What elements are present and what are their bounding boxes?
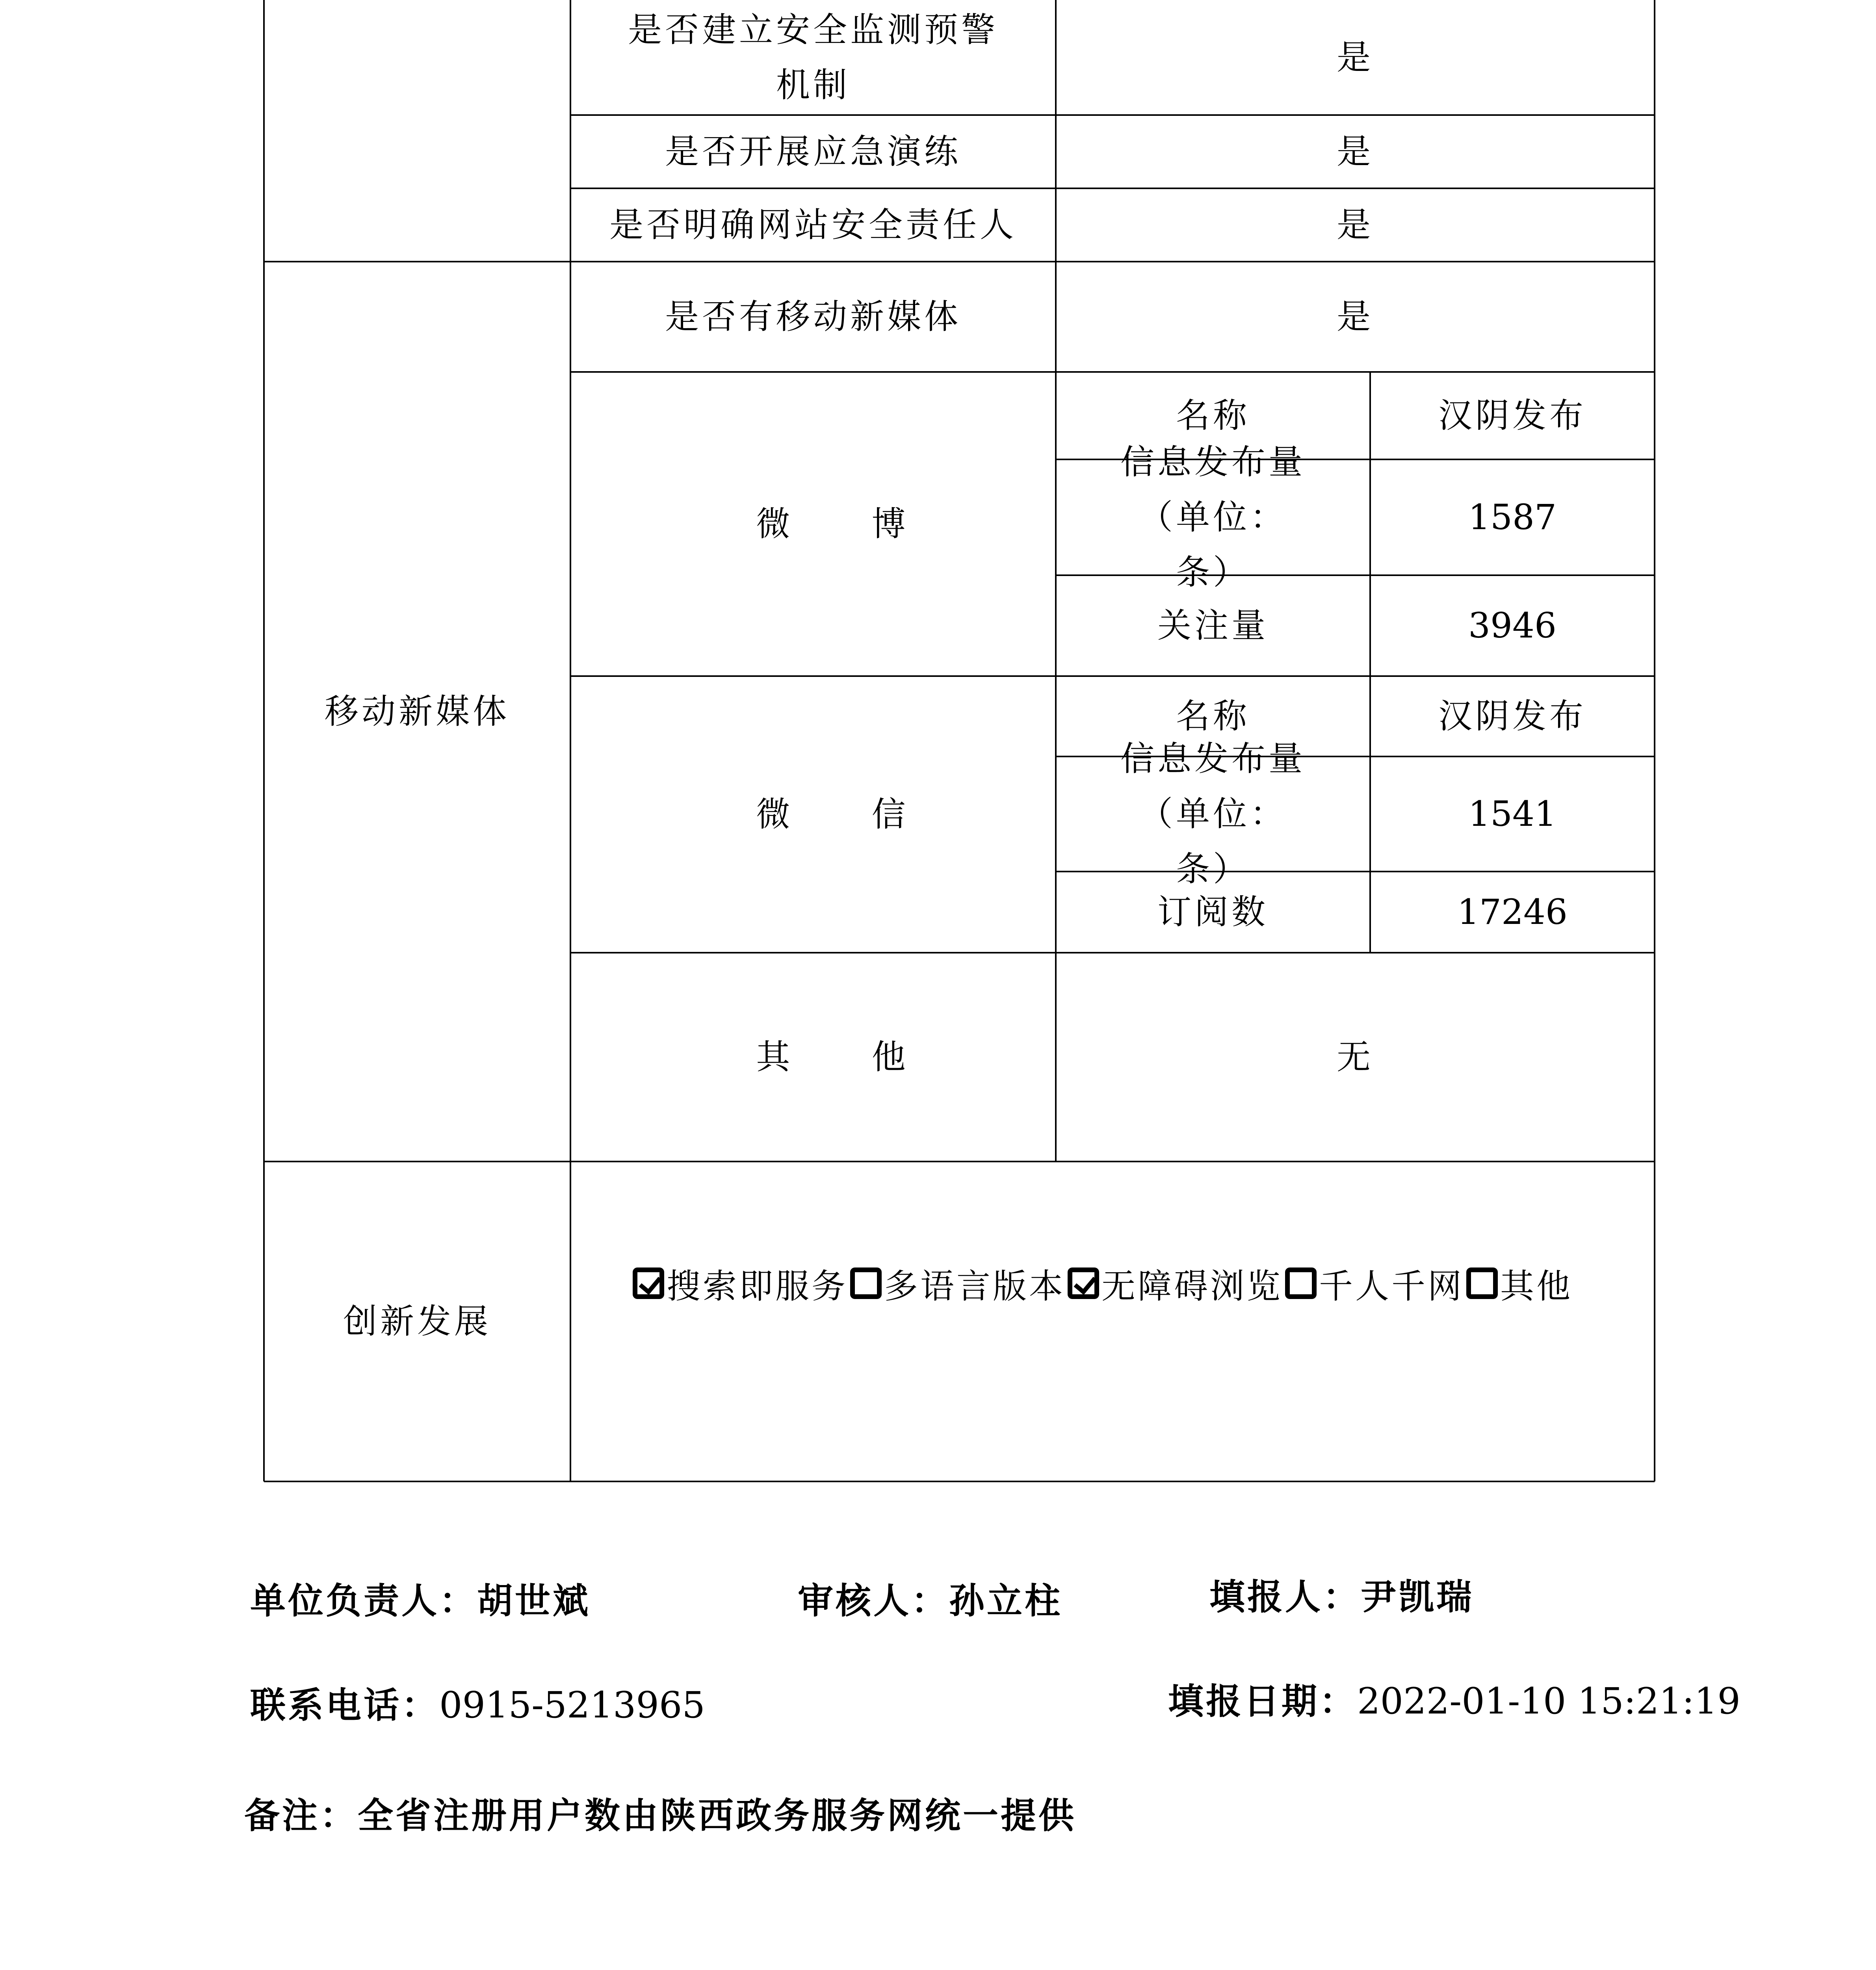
weibo-name-value: 汉阴发布	[1438, 396, 1586, 435]
weibo-posts-label: 信息发布量（单位：条）	[1120, 442, 1306, 592]
mobile-section-label: 移动新媒体	[325, 692, 510, 731]
option-accessibility: 无障碍浏览	[1101, 1267, 1283, 1306]
innovation-section-label: 创新发展	[343, 1302, 491, 1341]
checkbox-accessibility[interactable]	[1068, 1267, 1099, 1299]
option-multilingual: 多语言版本	[884, 1267, 1065, 1306]
fill-date: 填报日期：2022-01-10 15:21:19	[1168, 1680, 1740, 1722]
weibo-followers-label: 关注量	[1157, 606, 1269, 645]
other-media-value: 无	[1337, 1037, 1374, 1077]
checkbox-search-service[interactable]	[633, 1267, 664, 1299]
owner-label: 是否明确网站安全责任人	[609, 205, 1017, 245]
has-mobile-value: 是	[1337, 297, 1374, 336]
monitoring-label: 是否建立安全监测预警机制	[628, 10, 998, 105]
wechat-posts-label: 信息发布量（单位：条）	[1120, 739, 1306, 889]
filler: 填报人：尹凯瑞	[1209, 1576, 1474, 1618]
option-search-service: 搜索即服务	[667, 1267, 848, 1306]
wechat-posts-value: 1541	[1468, 794, 1557, 834]
weibo-label: 微 博	[756, 504, 941, 544]
wechat-name-label: 名称	[1176, 697, 1250, 736]
checkbox-personalized[interactable]	[1285, 1267, 1317, 1299]
has-mobile-label: 是否有移动新媒体	[665, 297, 961, 336]
option-other: 其他	[1500, 1267, 1573, 1306]
option-personalized: 千人千网	[1319, 1267, 1464, 1306]
monitoring-value: 是	[1337, 38, 1374, 77]
drill-label: 是否开展应急演练	[665, 132, 961, 171]
checkbox-multilingual[interactable]	[850, 1267, 882, 1299]
owner-value: 是	[1337, 205, 1374, 245]
reviewer: 审核人：孙立柱	[798, 1580, 1062, 1622]
wechat-name-value: 汉阴发布	[1438, 697, 1586, 736]
footnote: 备注：全省注册用户数由陕西政务服务网统一提供	[244, 1795, 1076, 1836]
weibo-name-label: 名称	[1176, 396, 1250, 435]
innovation-options	[630, 1250, 1615, 1317]
unit-head: 单位负责人：胡世斌	[250, 1580, 591, 1622]
wechat-subscribers-label: 订阅数	[1157, 892, 1269, 932]
weibo-posts-value: 1587	[1468, 497, 1557, 537]
contact-phone: 联系电话：0915-5213965	[250, 1684, 705, 1726]
wechat-subscribers-value: 17246	[1457, 892, 1568, 932]
drill-value: 是	[1337, 132, 1374, 171]
other-media-label: 其 他	[756, 1037, 941, 1077]
wechat-label: 微 信	[756, 795, 941, 834]
checkbox-other[interactable]	[1466, 1267, 1498, 1299]
weibo-followers-value: 3946	[1468, 605, 1557, 646]
